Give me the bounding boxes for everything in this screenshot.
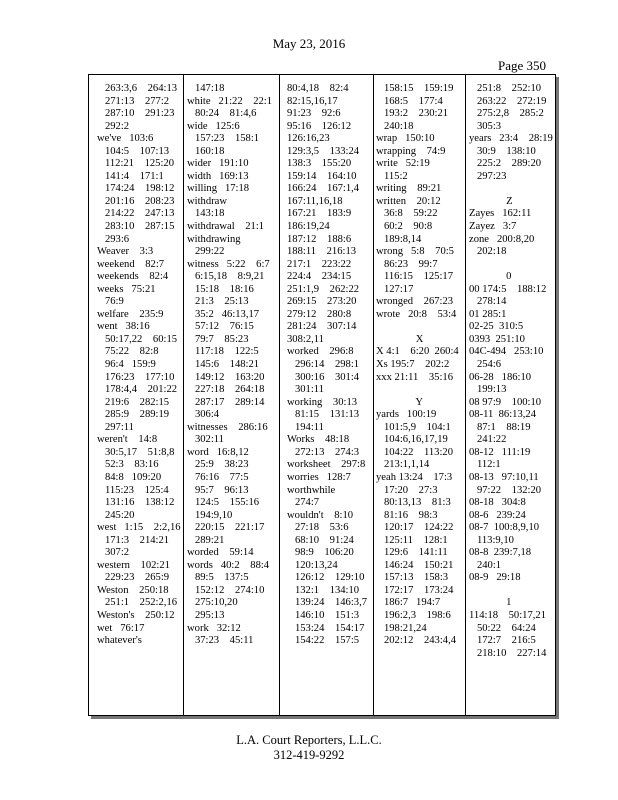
index-line xyxy=(469,585,555,598)
index-line: 201:16 208:23 xyxy=(97,195,175,207)
index-line: 167:21 183:9 xyxy=(287,208,352,220)
index-line: 84:8 109:20 xyxy=(97,471,162,483)
index-line: 116:15 125:17 xyxy=(376,271,454,283)
index-line: 172:7 216:5 xyxy=(469,635,536,647)
index-line: 302:11 xyxy=(187,434,224,446)
index-line: 6:15,18 8:9,21 xyxy=(187,271,265,283)
index-line: 187:12 188:6 xyxy=(287,233,352,245)
index-line: 08-12 111:19 xyxy=(469,446,531,458)
index-line: 127:17 xyxy=(376,283,414,295)
index-line: 36:8 59:22 xyxy=(376,208,438,220)
index-line: 149:12 163:20 xyxy=(187,371,265,383)
index-line: 147:18 xyxy=(187,83,225,94)
index-line: 87:1 88:19 xyxy=(469,421,531,433)
index-line: 76:9 xyxy=(97,296,124,308)
index-line: 186:7 194:7 xyxy=(376,597,441,609)
index-line xyxy=(469,183,555,196)
index-line: 188:11 216:13 xyxy=(287,246,357,258)
index-line: 171:3 214:21 xyxy=(97,534,170,546)
index-line: 297:23 xyxy=(469,170,507,182)
index-line: Xs 195:7 202:2 xyxy=(376,359,450,371)
index-line: 04C-494 253:10 xyxy=(469,346,544,358)
index-line: 117:18 122:5 xyxy=(187,346,259,358)
index-line: 112:21 125:20 xyxy=(97,158,175,170)
index-line: worded 59:14 xyxy=(187,547,254,559)
index-line: 08-6 239:24 xyxy=(469,509,526,521)
index-line: 101:5,9 104:1 xyxy=(376,421,451,433)
index-line: 08-7 100:8,9,10 xyxy=(469,522,540,534)
index-line: 141:4 171:1 xyxy=(97,170,164,182)
index-line: 97:22 132:20 xyxy=(469,484,542,496)
index-line: 269:15 273:20 xyxy=(287,296,357,308)
index-line: 129:3,5 133:24 xyxy=(287,145,360,157)
index-line xyxy=(376,321,465,334)
index-line: 293:6 xyxy=(97,233,130,245)
index-line: zone 200:8,20 xyxy=(469,233,535,245)
index-line: witness 5:22 6:7 xyxy=(187,258,270,270)
index-line: western 102:21 xyxy=(97,559,170,571)
index-line: witnesses 286:16 xyxy=(187,421,268,433)
index-line: 194:11 xyxy=(287,421,324,433)
index-line: 08-9 29:18 xyxy=(469,572,521,584)
index-line: 138:3 155:20 xyxy=(287,158,352,170)
index-line: 202:18 xyxy=(469,246,507,258)
column-divider xyxy=(279,75,280,715)
index-line: 80:4,18 82:4 xyxy=(287,83,349,94)
index-line: 132:1 134:10 xyxy=(287,584,360,596)
index-line: 167:11,16,18 xyxy=(287,195,343,207)
index-line: writing 89:21 xyxy=(376,183,442,195)
index-line: 129:6 141:11 xyxy=(376,547,448,559)
index-line: weeks 75:21 xyxy=(97,283,156,295)
index-line: 126:16,23 xyxy=(287,133,330,145)
index-line: 199:13 xyxy=(469,384,507,396)
index-line: 79:7 85:23 xyxy=(187,333,249,345)
index-line: we've 103:6 xyxy=(97,133,154,145)
index-line: Weston's 250:12 xyxy=(97,609,175,621)
index-line: 112:1 xyxy=(469,459,501,471)
index-line: wrapping 74:9 xyxy=(376,145,446,157)
index-line: 263:22 272:19 xyxy=(469,95,547,107)
index-line: Zayes 162:11 xyxy=(469,208,532,220)
index-line: 06-28 186:10 xyxy=(469,371,532,383)
index-line: 00 174:5 188:12 xyxy=(469,283,547,295)
index-line: withdraw xyxy=(187,195,228,207)
index-line: 86:23 99:7 xyxy=(376,258,438,270)
index-line: 104:5 107:13 xyxy=(97,145,170,157)
index-line: 292:2 xyxy=(97,120,130,132)
footer-phone: 312-419-9292 xyxy=(273,748,345,762)
header-date: May 23, 2016 xyxy=(272,36,346,51)
index-line: 295:13 xyxy=(187,609,225,621)
index-line: 157:23 158:1 xyxy=(187,133,260,145)
index-line: 104:22 113:20 xyxy=(376,446,454,458)
index-line: 254:6 xyxy=(469,359,502,371)
index-line: 299:22 xyxy=(187,246,225,258)
index-line: 241:22 xyxy=(469,434,507,446)
index-line: willing 17:18 xyxy=(187,183,250,195)
index-line: 152:12 274:10 xyxy=(187,584,265,596)
index-line: 166:24 167:1,4 xyxy=(287,183,360,195)
index-line: 214:22 247:13 xyxy=(97,208,175,220)
index-line: worthwhile xyxy=(287,484,336,496)
index-line: 285:9 289:19 xyxy=(97,409,170,421)
index-line: 139:24 146:3,7 xyxy=(287,597,368,609)
index-line: Y xyxy=(376,396,423,408)
index-line: 202:12 243:4,4 xyxy=(376,635,457,647)
index-line: 287:17 289:14 xyxy=(187,396,265,408)
index-line: 80:13,13 81:3 xyxy=(376,497,451,509)
index-line: white 21:22 22:1 xyxy=(187,95,273,107)
index-line: 174:24 198:12 xyxy=(97,183,175,195)
index-line: 275:2,8 285:2 xyxy=(469,108,544,120)
index-line: went 38:16 xyxy=(97,321,150,333)
index-line: 115:2 xyxy=(376,170,408,182)
index-line: wrote 20:8 53:4 xyxy=(376,308,457,320)
index-line: Z xyxy=(469,195,513,207)
index-line: 220:15 221:17 xyxy=(187,522,265,534)
index-line: 279:12 280:8 xyxy=(287,308,352,320)
index-line: 81:15 131:13 xyxy=(287,409,360,421)
index-line: 125:11 128:1 xyxy=(376,534,448,546)
index-line: 196:2,3 198:6 xyxy=(376,609,451,621)
index-line: 186:19,24 xyxy=(287,221,330,233)
index-line: 198:21,24 xyxy=(376,622,427,634)
index-line: Zayez 3:7 xyxy=(469,221,517,233)
index-line: yards 100:19 xyxy=(376,409,437,421)
index-line: west 1:15 2:2,16 xyxy=(97,522,181,534)
word-index-frame xyxy=(88,74,556,716)
index-line: 225:2 289:20 xyxy=(469,158,542,170)
index-line: 217:1 223:22 xyxy=(287,258,352,270)
index-line: 251:8 252:10 xyxy=(469,83,542,94)
index-line: 0 xyxy=(469,271,512,283)
index-line: 50:22 64:24 xyxy=(469,622,536,634)
index-line: 01 285:1 xyxy=(469,308,507,320)
index-line: 89:5 137:5 xyxy=(187,572,249,584)
index-line: worksheet 297:8 xyxy=(287,459,366,471)
index-line: 281:24 307:14 xyxy=(287,321,357,333)
index-line: 154:22 157:5 xyxy=(287,635,360,647)
index-line: 30:5,17 51:8,8 xyxy=(97,446,175,458)
index-line: 126:12 129:10 xyxy=(287,572,365,584)
index-line: write 52:19 xyxy=(376,158,430,170)
index-line: years 23:4 28:19 xyxy=(469,133,553,145)
index-line: 178:4,4 201:22 xyxy=(97,384,178,396)
index-line: wronged 267:23 xyxy=(376,296,454,308)
index-line: 131:16 138:12 xyxy=(97,497,175,509)
index-line: Weaver 3:3 xyxy=(97,246,154,258)
index-line: X 4:1 6:20 260:4 xyxy=(376,346,459,358)
index-line: 153:24 154:17 xyxy=(287,622,365,634)
index-line: 275:10,20 xyxy=(187,597,238,609)
index-line: Works 48:18 xyxy=(287,434,350,446)
index-line: 263:3,6 264:13 xyxy=(97,83,178,94)
index-line: worries 128:7 xyxy=(287,471,351,483)
index-line: 227:18 264:18 xyxy=(187,384,265,396)
index-line: 96:4 159:9 xyxy=(97,359,156,371)
index-line: 229:23 265:9 xyxy=(97,572,170,584)
index-line: 307:2 xyxy=(97,547,130,559)
index-line: 120:17 124:22 xyxy=(376,522,454,534)
footer-company: L.A. Court Reporters, L.L.C. xyxy=(236,733,382,747)
index-line: working 30:13 xyxy=(287,396,358,408)
index-line: weren't 14:8 xyxy=(97,434,158,446)
index-line: whatever's xyxy=(97,635,142,647)
index-line: 300:16 301:4 xyxy=(287,371,360,383)
index-line: 30:9 138:10 xyxy=(469,145,536,157)
index-line: 0393 251:10 xyxy=(469,333,525,345)
index-line: X xyxy=(376,333,424,345)
index-line: 296:14 298:1 xyxy=(287,359,360,371)
index-line: 113:9,10 xyxy=(469,534,514,546)
index-line: worked 296:8 xyxy=(287,346,354,358)
column-divider xyxy=(373,75,374,715)
index-line: 95:16 126:12 xyxy=(287,120,352,132)
index-line: wider 191:10 xyxy=(187,158,249,170)
index-line xyxy=(469,259,555,272)
index-line: wrap 150:10 xyxy=(376,133,435,145)
index-line: Weston 250:18 xyxy=(97,584,169,596)
index-line: wide 125:6 xyxy=(187,120,240,132)
index-line: 95:7 96:13 xyxy=(187,484,249,496)
index-line: 35:2 46:13,17 xyxy=(187,308,260,320)
index-line: 245:20 xyxy=(97,509,135,521)
index-line: wrong 5:8 70:5 xyxy=(376,246,454,258)
index-line: 17:20 27:3 xyxy=(376,484,438,496)
index-line: xxx 21:11 35:16 xyxy=(376,371,454,383)
index-line: 158:15 159:19 xyxy=(376,83,454,94)
index-line: 301:11 xyxy=(287,384,324,396)
index-line: 274:7 xyxy=(287,497,320,509)
index-line: weekends 82:4 xyxy=(97,271,169,283)
index-line: 308:2,11 xyxy=(287,333,324,345)
index-line: 50:17,22 60:15 xyxy=(97,333,178,345)
index-line: wouldn't 8:10 xyxy=(287,509,354,521)
index-line: 120:13,24 xyxy=(287,559,338,571)
column-divider xyxy=(465,75,466,715)
index-line: 172:17 173:24 xyxy=(376,584,454,596)
index-line: 224:4 234:15 xyxy=(287,271,352,283)
index-line: 15:18 18:16 xyxy=(187,283,254,295)
index-line: 08-11 86:13,24 xyxy=(469,409,536,421)
index-line: 1 xyxy=(469,597,512,609)
index-line: 251:1 252:2,16 xyxy=(97,597,178,609)
index-line: 37:23 45:11 xyxy=(187,635,254,647)
index-line: 145:6 148:21 xyxy=(187,359,260,371)
index-line: 124:5 155:16 xyxy=(187,497,260,509)
index-line: 76:16 77:5 xyxy=(187,471,249,483)
index-column-1 xyxy=(97,83,183,711)
index-column-4 xyxy=(376,83,465,711)
index-line: 194:9,10 xyxy=(187,509,233,521)
index-line: 305:3 xyxy=(469,120,502,132)
index-line: word 16:8,12 xyxy=(187,446,249,458)
index-line: 193:2 230:21 xyxy=(376,108,449,120)
index-column-5 xyxy=(469,83,555,711)
index-line: 146:10 151:3 xyxy=(287,609,360,621)
index-line: width 169:13 xyxy=(187,170,249,182)
index-line: 104:6,16,17,19 xyxy=(376,434,448,446)
page-number: Page 350 xyxy=(497,58,546,73)
index-line: 189:8,14 xyxy=(376,233,422,245)
index-line: 57:12 76:15 xyxy=(187,321,254,333)
index-line: 240:1 xyxy=(469,559,502,571)
index-line: 08-13 97:10,11 xyxy=(469,471,539,483)
index-line: 283:10 287:15 xyxy=(97,221,175,233)
index-line: 240:18 xyxy=(376,120,414,132)
index-line: withdrawing xyxy=(187,233,241,245)
index-line: words 40:2 88:4 xyxy=(187,559,270,571)
index-column-3 xyxy=(287,83,373,711)
index-line: 75:22 82:8 xyxy=(97,346,159,358)
index-line: 08-18 304:8 xyxy=(469,497,526,509)
index-line: yeah 13:24 17:3 xyxy=(376,471,453,483)
index-line: 271:13 277:2 xyxy=(97,95,170,107)
index-line: 143:18 xyxy=(187,208,225,220)
index-line: 157:13 158:3 xyxy=(376,572,449,584)
index-line: 289:21 xyxy=(187,534,225,546)
index-line: 272:13 274:3 xyxy=(287,446,360,458)
index-line: 297:11 xyxy=(97,421,134,433)
index-line: 52:3 83:16 xyxy=(97,459,159,471)
index-line: 82:15,16,17 xyxy=(287,95,338,107)
index-line: 219:6 282:15 xyxy=(97,396,170,408)
index-line: 21:3 25:13 xyxy=(187,296,249,308)
index-line: 91:23 92:6 xyxy=(287,108,341,120)
index-line: 251:1,9 262:22 xyxy=(287,283,360,295)
index-line: 08-8 239:7,18 xyxy=(469,547,532,559)
index-line: 115:23 125:4 xyxy=(97,484,169,496)
index-line xyxy=(376,384,465,397)
index-line: 213:1,1,14 xyxy=(376,459,430,471)
index-line: 287:10 291:23 xyxy=(97,108,175,120)
index-line: 160:18 xyxy=(187,145,225,157)
index-line: 02-25 310:5 xyxy=(469,321,524,333)
index-line: 81:16 98:3 xyxy=(376,509,438,521)
index-line: work 32:12 xyxy=(187,622,241,634)
index-line: 27:18 53:6 xyxy=(287,522,349,534)
index-line: 218:10 227:14 xyxy=(469,647,547,659)
index-column-2 xyxy=(187,83,279,711)
index-line: 98:9 106:20 xyxy=(287,547,354,559)
index-line: 146:24 150:21 xyxy=(376,559,454,571)
index-line: 176:23 177:10 xyxy=(97,371,175,383)
index-line: written 20:12 xyxy=(376,195,441,207)
index-line: 25:9 38:23 xyxy=(187,459,249,471)
index-line: 306:4 xyxy=(187,409,220,421)
index-line: 278:14 xyxy=(469,296,507,308)
index-line: 159:14 164:10 xyxy=(287,170,357,182)
index-line: 80:24 81:4,6 xyxy=(187,108,257,120)
index-line: 114:18 50:17,21 xyxy=(469,609,547,621)
index-line: 68:10 91:24 xyxy=(287,534,354,546)
index-line: welfare 235:9 xyxy=(97,308,164,320)
index-line: wet 76:17 xyxy=(97,622,145,634)
index-line: weekend 82:7 xyxy=(97,258,165,270)
index-line: 60:2 90:8 xyxy=(376,221,433,233)
index-line: 168:5 177:4 xyxy=(376,95,443,107)
index-line: withdrawal 21:1 xyxy=(187,221,265,233)
column-divider xyxy=(183,75,184,715)
index-line: 08 97:9 100:10 xyxy=(469,396,542,408)
